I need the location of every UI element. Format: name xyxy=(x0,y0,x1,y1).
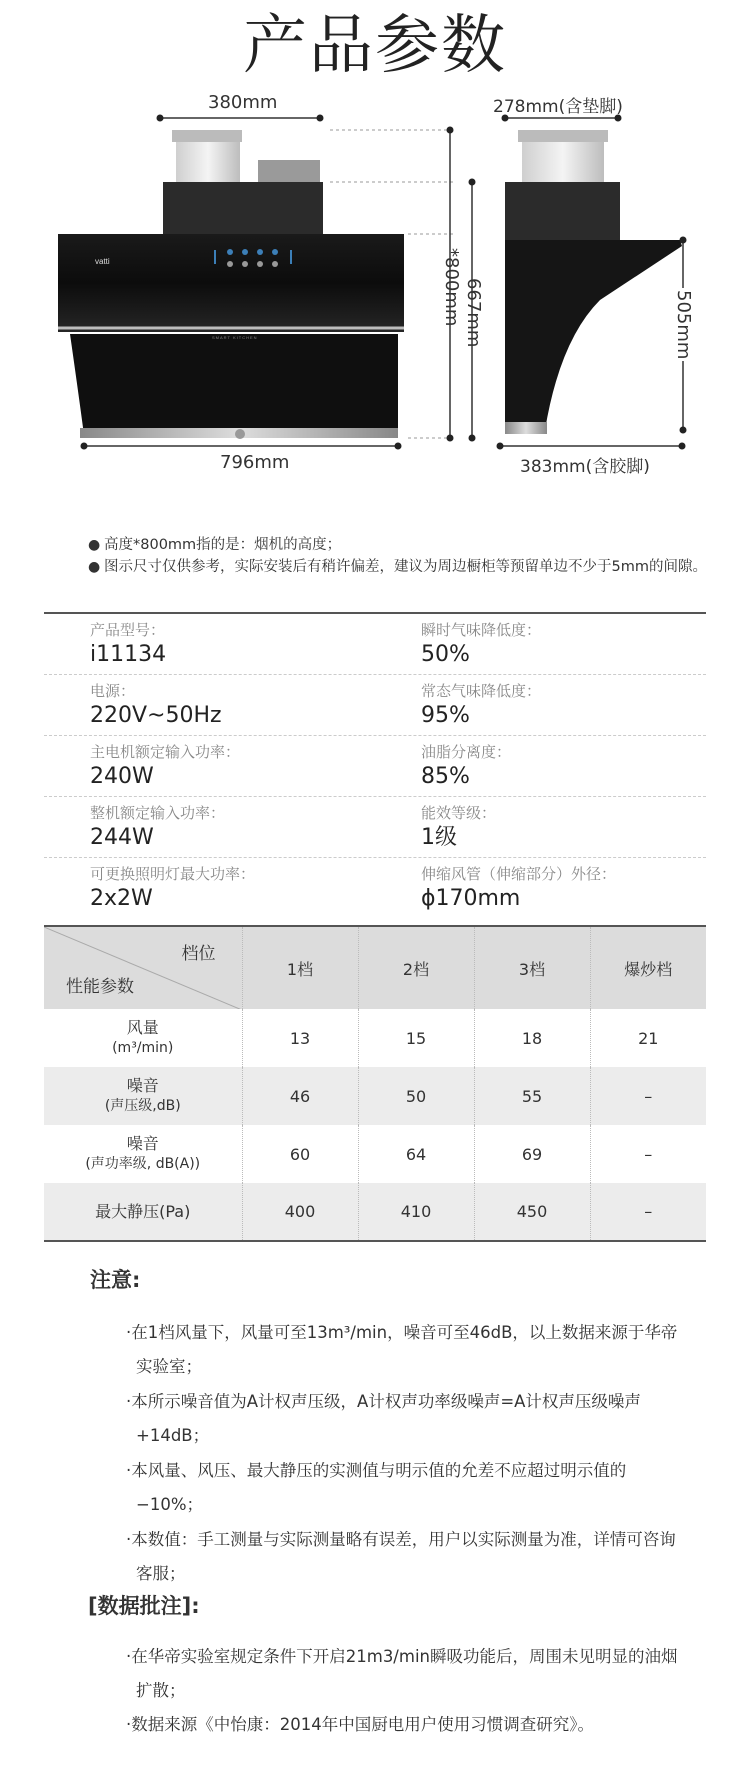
spec-cell: 瞬时气味降低度： 50% xyxy=(421,621,542,667)
column-header: 3档 xyxy=(474,926,590,1009)
column-header: 1档 xyxy=(242,926,358,1009)
product-dimension-diagram xyxy=(0,92,750,540)
spec-cell: 可更换照明灯最大功率： 2x2W xyxy=(90,865,256,911)
table-cell: 450 xyxy=(474,1183,590,1241)
table-row xyxy=(44,1067,706,1125)
performance-table xyxy=(44,925,706,1242)
row-label: 最大静压(Pa) xyxy=(95,1201,191,1221)
table-cell: 15 xyxy=(358,1009,474,1067)
table-cell: – xyxy=(590,1067,706,1125)
notice-item: ·本风量、风压、最大静压的实测值与明示值的允差不应超过明示值的−10%； xyxy=(126,1461,627,1514)
dim-bottom-depth: 383mm(含胶脚) xyxy=(520,457,650,477)
table-cell: 400 xyxy=(242,1183,358,1241)
row-label: 风量 (m³/min) xyxy=(112,1018,174,1056)
notice-item: ·在1档风量下，风量可至13m³/min，噪音可至46dB，以上数据来源于华帝实验室； xyxy=(126,1323,678,1376)
note-item: ● 高度*800mm指的是：烟机的高度； xyxy=(88,537,342,553)
dim-body-height: 667mm xyxy=(463,278,484,348)
annotation-heading: [数据批注]: xyxy=(88,1594,200,1618)
table-cell: 50 xyxy=(358,1067,474,1125)
brand-logo: vatti xyxy=(95,257,110,266)
page-title: 产品参数 xyxy=(243,9,507,83)
annotation-item: ·数据来源《中怡康：2014年中国厨电用户使用习惯调查研究》。 xyxy=(126,1715,594,1734)
spec-cell: 伸缩风管（伸缩部分）外径： ϕ170mm xyxy=(421,865,617,911)
dim-top-width: 380mm xyxy=(208,92,278,113)
spec-row xyxy=(44,858,706,919)
data-annotation-section xyxy=(88,1590,688,1742)
dim-side-height: 505mm xyxy=(673,290,694,360)
strip-label: SMART KITCHEN xyxy=(212,335,258,340)
dimension-notes xyxy=(88,534,708,578)
hood-upper-box xyxy=(163,182,323,234)
dim-total-height: *800mm xyxy=(441,248,462,327)
table-cell: 21 xyxy=(590,1009,706,1067)
spec-cell: 产品型号： i11134 xyxy=(90,621,167,667)
spec-cell: 能效等级： 1级 xyxy=(421,804,497,850)
table-row xyxy=(44,1125,706,1183)
column-header: 爆炒档 xyxy=(590,926,706,1009)
table-cell: 69 xyxy=(474,1125,590,1183)
spec-cell: 电源： 220V~50Hz xyxy=(90,682,222,728)
control-panel-glass xyxy=(58,234,404,332)
table-corner-cell: 档位 性能参数 xyxy=(44,926,242,1009)
spec-cell: 整机额定输入功率： 244W xyxy=(90,804,226,850)
exhaust-duct-side xyxy=(522,142,604,184)
note-item: ● 图示尺寸仅供参考，实际安装后有稍许偏差，建议为周边橱柜等预留单边不少于5mm的间隙。 xyxy=(88,559,707,575)
dim-top-depth: 278mm(含垫脚) xyxy=(493,97,623,117)
spec-cell: 主电机额定输入功率： 240W xyxy=(90,743,241,789)
notice-heading: 注意: xyxy=(90,1268,141,1292)
spec-row xyxy=(44,736,706,797)
table-row xyxy=(44,1009,706,1067)
notice-item: ·本所示噪音值为A计权声压级，A计权声功率级噪声=A计权声压级噪声+14dB； xyxy=(126,1392,641,1445)
table-row xyxy=(44,1183,706,1241)
table-cell: 18 xyxy=(474,1009,590,1067)
table-cell: – xyxy=(590,1183,706,1241)
dim-bottom-width: 796mm xyxy=(220,452,290,473)
table-cell: 13 xyxy=(242,1009,358,1067)
table-cell: 60 xyxy=(242,1125,358,1183)
spec-cell: 油脂分离度： 85% xyxy=(421,743,512,789)
table-cell: 46 xyxy=(242,1067,358,1125)
spec-row xyxy=(44,797,706,858)
lower-glass-panel xyxy=(70,334,398,435)
spec-row xyxy=(44,614,706,675)
table-header-row xyxy=(44,926,706,1009)
row-label: 噪音 (声压级,dB) xyxy=(104,1076,181,1114)
notice-item: ·本数值：手工测量与实际测量略有误差，用户以实际测量为准，详情可咨询客服； xyxy=(126,1530,676,1583)
spec-row xyxy=(44,675,706,736)
side-upper-box xyxy=(505,182,620,240)
table-cell: 64 xyxy=(358,1125,474,1183)
table-cell: – xyxy=(590,1125,706,1183)
table-cell: 410 xyxy=(358,1183,474,1241)
spec-cell: 常态气味降低度： 95% xyxy=(421,682,542,728)
column-header: 2档 xyxy=(358,926,474,1009)
side-profile xyxy=(505,240,682,430)
table-cell: 55 xyxy=(474,1067,590,1125)
annotation-item: ·在华帝实验室规定条件下开启21m3/min瞬吸功能后，周围未见明显的油烟扩散； xyxy=(126,1647,678,1700)
exhaust-duct-front xyxy=(176,142,240,184)
notice-section xyxy=(90,1264,680,1592)
row-label: 噪音 (声功率级, dB(A)) xyxy=(85,1134,201,1172)
spec-list xyxy=(44,612,706,919)
duct-collar xyxy=(172,130,242,142)
